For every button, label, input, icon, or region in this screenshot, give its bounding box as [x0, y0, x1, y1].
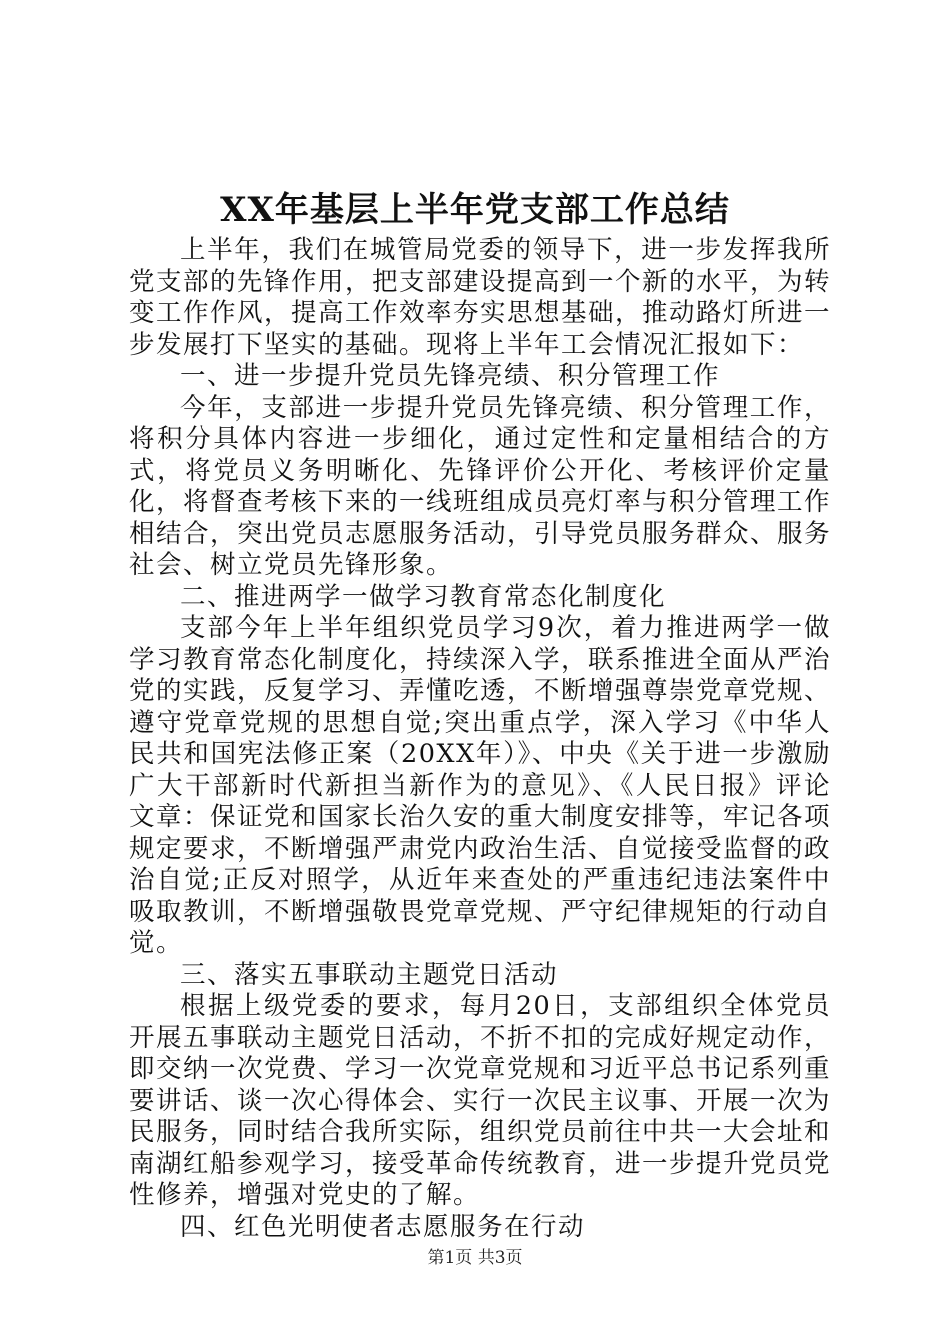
paragraph-section-2: 支部今年上半年组织党员学习9次，着力推进两学一做学习教育常态化制度化，持续深入学，联系推进全面从严治党的实践，反复学习、弄懂吃透，不断增强尊崇党章党规、遵守党章党规的思想自觉;突出重点学，深入学习《中华人民共和国宪法修正案（20XX年）》、中央《关于进一步激励广大干部新时代新担当新作为的意见》、《人民日报》评论文章：保证党和国家长治久安的重大制度安排等，牢记各项规定要求，不断增强严肃党内政治生活、自觉接受监督的政治自觉;正反对照学，从近年来查处的严重违纪违法案件中吸取教训，不断增强敬畏党章党规、严守纪律规矩的行动自觉。: [129, 613, 832, 958]
paragraph-section-3: 根据上级党委的要求，每月20日，支部组织全体党员开展五事联动主题党日活动，不折不扣的完成好规定动作，即交纳一次党费、学习一次党章党规和习近平总书记系列重要讲话、谈一次心得体会、实行一次民主议事、开展一次为民服务，同时结合我所实际，组织党员前往中共一大会址和南湖红船参观学习，接受革命传统教育，进一步提升党员党性修养，增强对党史的了解。: [129, 991, 832, 1210]
section-heading-1: 一、进一步提升党员先锋亮绩、积分管理工作: [180, 361, 721, 391]
section-heading-2: 二、推进两学一做学习教育常态化制度化: [180, 581, 667, 612]
page-footer: 第1页 共3页: [427, 1248, 523, 1268]
document-title: XX年基层上半年党支部工作总结: [220, 190, 730, 230]
section-heading-3: 三、落实五事联动主题党日活动: [180, 959, 559, 990]
paragraph-section-1: 今年，支部进一步提升党员先锋亮绩、积分管理工作，将积分具体内容进一步细化，通过定性和定量相结合的方式，将党员义务明晰化、先锋评价公开化、考核评价定量化，将督查考核下来的一线班组成员亮灯率与积分管理工作相结合，突出党员志愿服务活动，引导党员服务群众、服务社会、树立党员先锋形象。: [129, 392, 832, 580]
document-body: [129, 235, 831, 1243]
paragraph-intro: 上半年，我们在城管局党委的领导下，进一步发挥我所党支部的先锋作用，把支部建设提高到一个新的水平，为转变工作作风，提高工作效率夯实思想基础，推动路灯所进一步发展打下坚实的基础。现将上半年工会情况汇报如下：: [129, 235, 832, 360]
section-heading-4: 四、红色光明使者志愿服务在行动: [180, 1211, 586, 1242]
